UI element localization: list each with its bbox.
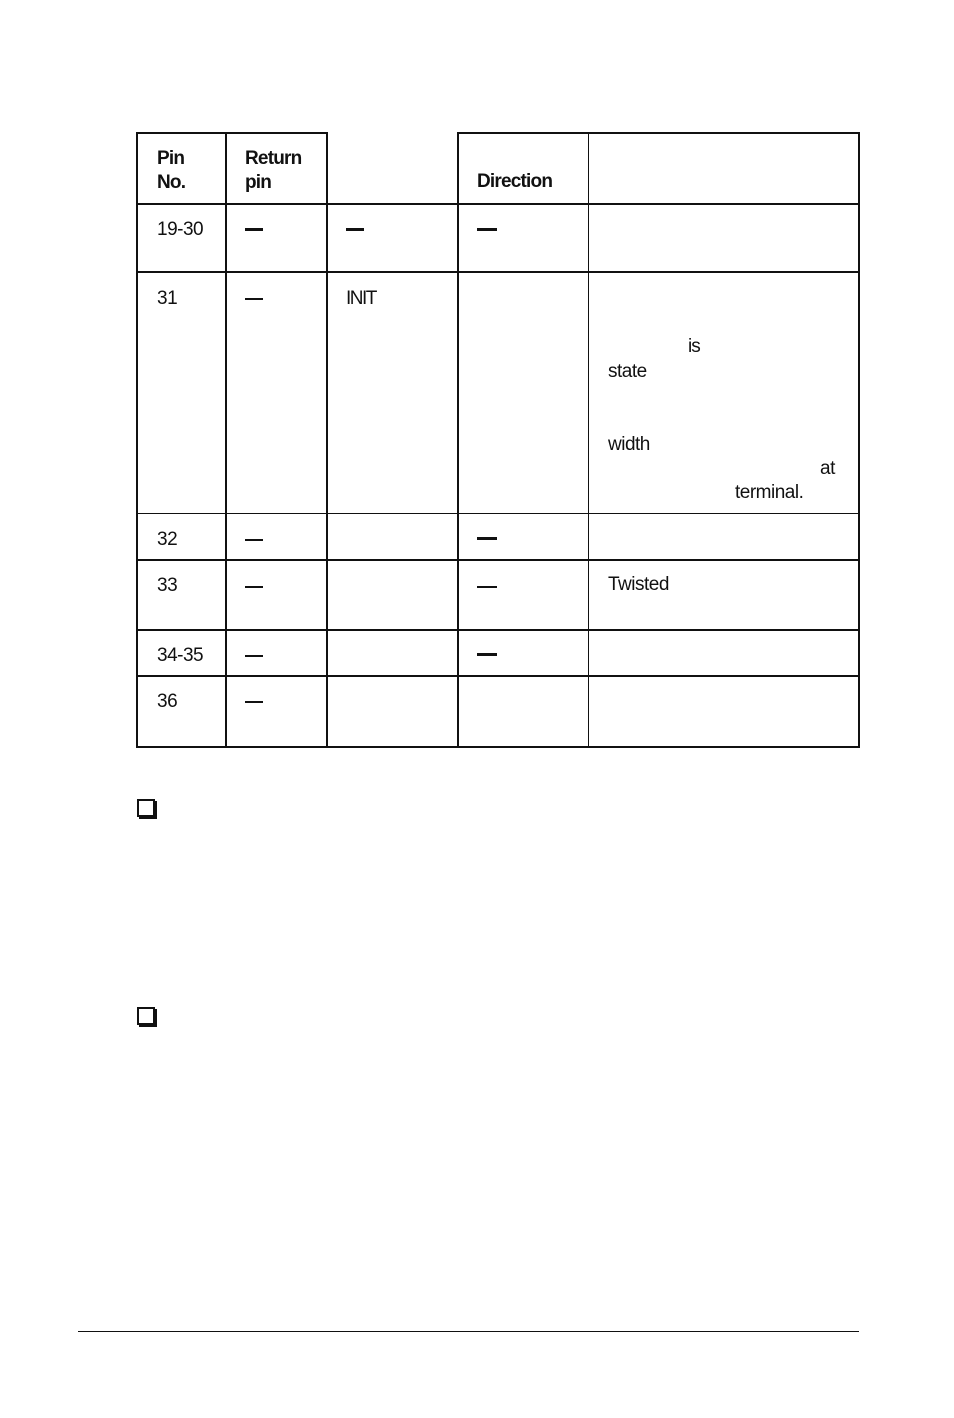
row-36-return-dash xyxy=(245,701,263,703)
table-header-bottom xyxy=(136,203,860,205)
table-col-divider-2 xyxy=(326,132,328,748)
row-31-signal: INIT xyxy=(346,288,376,309)
row-19-30-direction-dash xyxy=(477,228,497,231)
table-border-top-a xyxy=(136,132,327,134)
row-31-desc-word-state: state xyxy=(608,361,647,382)
row-31-desc-word-width: width xyxy=(608,434,650,455)
header-return-pin-line1: Return xyxy=(245,148,302,169)
row-33-direction-dash xyxy=(477,586,497,588)
table-row-divider-3 xyxy=(136,559,860,561)
header-pin-no-line1: Pin xyxy=(157,148,185,169)
table-row-divider-2 xyxy=(136,513,860,514)
row-33-desc-word-twisted: Twisted xyxy=(608,574,669,595)
row-32-direction-dash xyxy=(477,537,497,540)
row-31-return-dash xyxy=(245,298,263,300)
table-border-left xyxy=(136,132,138,748)
row-19-30-pin: 19-30 xyxy=(157,219,204,240)
table-col-divider-3 xyxy=(457,132,459,748)
row-31-desc-word-is: is xyxy=(688,336,700,357)
table-row-divider-1 xyxy=(136,271,860,273)
row-34-35-direction-dash xyxy=(477,653,497,656)
table-col-divider-1 xyxy=(225,132,227,748)
table-row-divider-4 xyxy=(136,629,860,631)
row-32-pin: 32 xyxy=(157,529,178,550)
header-pin-no-line2: No. xyxy=(157,172,186,193)
table-border-bottom xyxy=(136,746,860,748)
row-32-return-dash xyxy=(245,539,263,541)
checkbox-bullet-icon xyxy=(137,799,155,817)
table-border-right xyxy=(858,132,860,748)
row-34-35-return-dash xyxy=(245,655,263,657)
row-36-pin: 36 xyxy=(157,691,178,712)
row-33-pin: 33 xyxy=(157,575,178,596)
header-return-pin-line2: pin xyxy=(245,172,272,193)
row-34-35-pin: 34-35 xyxy=(157,645,204,666)
checkbox-bullet-icon xyxy=(137,1007,155,1025)
header-direction: Direction xyxy=(477,171,553,192)
row-31-pin: 31 xyxy=(157,288,178,309)
row-33-return-dash xyxy=(245,586,263,588)
row-31-desc-word-terminal: terminal. xyxy=(735,482,804,503)
table-col-divider-4 xyxy=(588,132,589,748)
table-row-divider-5 xyxy=(136,675,860,677)
table-border-top-b xyxy=(457,132,860,134)
row-19-30-return-dash xyxy=(245,228,263,231)
row-19-30-signal-dash xyxy=(346,228,364,231)
footer-rule xyxy=(78,1331,859,1332)
row-31-desc-word-at: at xyxy=(820,458,835,479)
